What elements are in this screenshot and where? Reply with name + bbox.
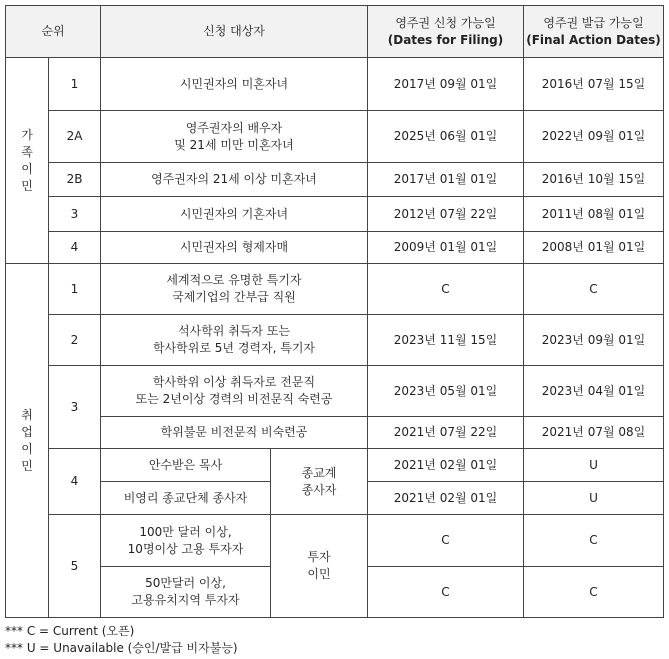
- final-date-cell: 2023년 09월 01일: [524, 315, 664, 366]
- applicant-cell: 시민권자의 기혼자녀: [101, 197, 368, 232]
- filing-date-cell: 2017년 09월 01일: [368, 58, 524, 111]
- final-date-cell: 2023년 04월 01일: [524, 366, 664, 417]
- rank-cell: 2A: [49, 111, 101, 163]
- header-row: [6, 6, 664, 58]
- header-applicant: 신청 대상자: [101, 6, 368, 58]
- final-date-cell: 2021년 07월 08일: [524, 417, 664, 449]
- filing-date-cell: 2012년 07월 22일: [368, 197, 524, 232]
- final-date-cell: 2008년 01월 01일: [524, 232, 664, 264]
- applicant-cell: 석사학위 취득자 또는 학사학위로 5년 경력자, 특기자: [101, 315, 368, 366]
- applicant-cell: 세계적으로 유명한 특기자 국제기업의 간부급 직원: [101, 264, 368, 315]
- rank-cell: 2B: [49, 163, 101, 197]
- final-date-cell: C: [524, 264, 664, 315]
- header-final: [524, 6, 664, 58]
- filing-date-cell: 2023년 05월 01일: [368, 366, 524, 417]
- group-family-label: 가 족 이 민: [6, 58, 49, 264]
- filing-date-cell: 2021년 07월 22일: [368, 417, 524, 449]
- rank-cell: 2: [49, 315, 101, 366]
- category-cell: 투자 이민: [271, 515, 368, 618]
- visa-bulletin-table: [5, 5, 664, 618]
- table-row: [6, 58, 664, 111]
- table-row: [6, 111, 664, 163]
- rank-cell: 1: [49, 264, 101, 315]
- table-row: [6, 315, 664, 366]
- applicant-cell: 시민권자의 미혼자녀: [101, 58, 368, 111]
- filing-date-cell: 2021년 02월 01일: [368, 482, 524, 515]
- filing-date-cell: C: [368, 264, 524, 315]
- applicant-cell: 영주권자의 21세 이상 미혼자녀: [101, 163, 368, 197]
- table-row: [6, 264, 664, 315]
- header-filing-en: (Dates for Filing): [387, 32, 504, 47]
- table-row: [6, 417, 664, 449]
- header-final-kr: 영주권 발급 가능일: [543, 15, 644, 30]
- filing-date-cell: 2025년 06월 01일: [368, 111, 524, 163]
- filing-date-cell: 2017년 01월 01일: [368, 163, 524, 197]
- applicant-cell: 영주권자의 배우자 및 21세 미만 미혼자녀: [101, 111, 368, 163]
- applicant-cell: 안수받은 목사: [101, 449, 271, 482]
- filing-date-cell: C: [368, 515, 524, 567]
- applicant-cell: 학사학위 이상 취득자로 전문직 또는 2년이상 경력의 비전문직 숙련공: [101, 366, 368, 417]
- filing-date-cell: C: [368, 567, 524, 618]
- category-cell: 종교계 종사자: [271, 449, 368, 515]
- header-final-en: (Final Action Dates): [526, 32, 661, 47]
- final-date-cell: 2022년 09월 01일: [524, 111, 664, 163]
- final-date-cell: 2016년 10월 15일: [524, 163, 664, 197]
- rank-cell: 1: [49, 58, 101, 111]
- rank-cell: 3: [49, 197, 101, 232]
- footnote-unavailable: *** U = Unavailable (승인/발급 비자불능): [5, 641, 238, 655]
- final-date-cell: 2016년 07월 15일: [524, 58, 664, 111]
- filing-date-cell: 2023년 11월 15일: [368, 315, 524, 366]
- footnotes: [5, 623, 238, 657]
- rank-cell: 3: [49, 366, 101, 449]
- table-row: [6, 449, 664, 482]
- table-row: [6, 515, 664, 567]
- applicant-cell: 학위불문 비전문직 비숙련공: [101, 417, 368, 449]
- final-date-cell: U: [524, 449, 664, 482]
- final-date-cell: C: [524, 567, 664, 618]
- applicant-cell: 시민권자의 형제자매: [101, 232, 368, 264]
- final-date-cell: U: [524, 482, 664, 515]
- table-row: [6, 232, 664, 264]
- table-row: [6, 366, 664, 417]
- filing-date-cell: 2021년 02월 01일: [368, 449, 524, 482]
- final-date-cell: 2011년 08월 01일: [524, 197, 664, 232]
- header-rank: 순위: [6, 6, 101, 58]
- footnote-current: *** C = Current (오픈): [5, 624, 135, 638]
- filing-date-cell: 2009년 01월 01일: [368, 232, 524, 264]
- rank-cell: 4: [49, 232, 101, 264]
- header-filing: [368, 6, 524, 58]
- table-row: [6, 197, 664, 232]
- applicant-cell: 100만 달러 이상, 10명이상 고용 투자자: [101, 515, 271, 567]
- table-row: [6, 163, 664, 197]
- rank-cell: 5: [49, 515, 101, 618]
- group-employment-label: 취 업 이 민: [6, 264, 49, 618]
- header-filing-kr: 영주권 신청 가능일: [395, 15, 496, 30]
- applicant-cell: 비영리 종교단체 종사자: [101, 482, 271, 515]
- final-date-cell: C: [524, 515, 664, 567]
- applicant-cell: 50만달러 이상, 고용유치지역 투자자: [101, 567, 271, 618]
- rank-cell: 4: [49, 449, 101, 515]
